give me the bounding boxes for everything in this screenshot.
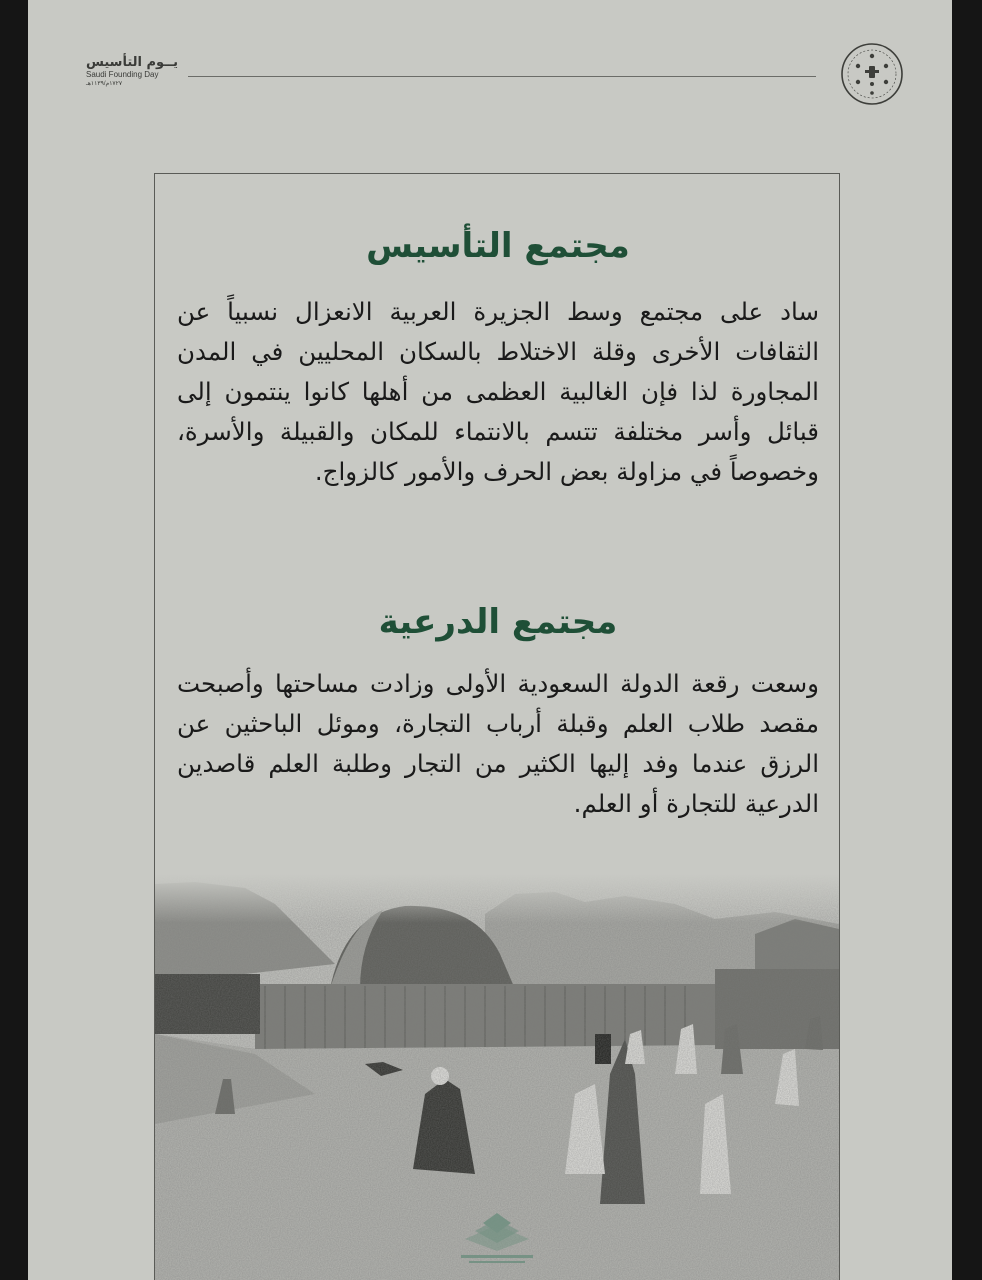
saudi-founding-emblem-icon [840, 42, 904, 106]
logo-english: Saudi Founding Day [86, 70, 159, 79]
archive-logo-icon [451, 1209, 543, 1269]
content-panel [154, 173, 840, 1280]
logo-dates: ١٧٢٧م/١١٣٩هـ [86, 81, 123, 87]
header-divider [188, 76, 816, 77]
section-body-founding-society: ساد على مجتمع وسط الجزيرة العربية الانعزال نسبياً عن الثقافات الأخرى وقلة الاختلاط بالسكان المحليين في المدن المجاورة لذا فإن الغالبية العظمى من أهلها كانوا ينتمون إلى قبائل وأسر مختلفة تتسم بالانتماء للمكان والقبيلة والأسرة، وخصوصاً في مزاولة بعض الحرف والأمور كالزواج. [177, 297, 819, 486]
page [28, 0, 952, 1280]
logo-arabic: يــوم التأسيس [86, 55, 178, 70]
founding-day-logo [86, 56, 206, 88]
section-body-diriyah-society: وسعت رقعة الدولة السعودية الأولى وزادت مساحتها وأصبحت مقصد طلاب العلم وقبلة أرباب التجارة، وموئل الباحثين عن الرزق عندما وفد إليها الكثير من التجار وطلبة العلم قاصدين الدرعية للتجارة أو العلم. [177, 669, 819, 818]
section-title-diriyah-society: مجتمع الدرعية [378, 602, 618, 642]
section-title-founding-society: مجتمع التأسيس [366, 226, 630, 266]
